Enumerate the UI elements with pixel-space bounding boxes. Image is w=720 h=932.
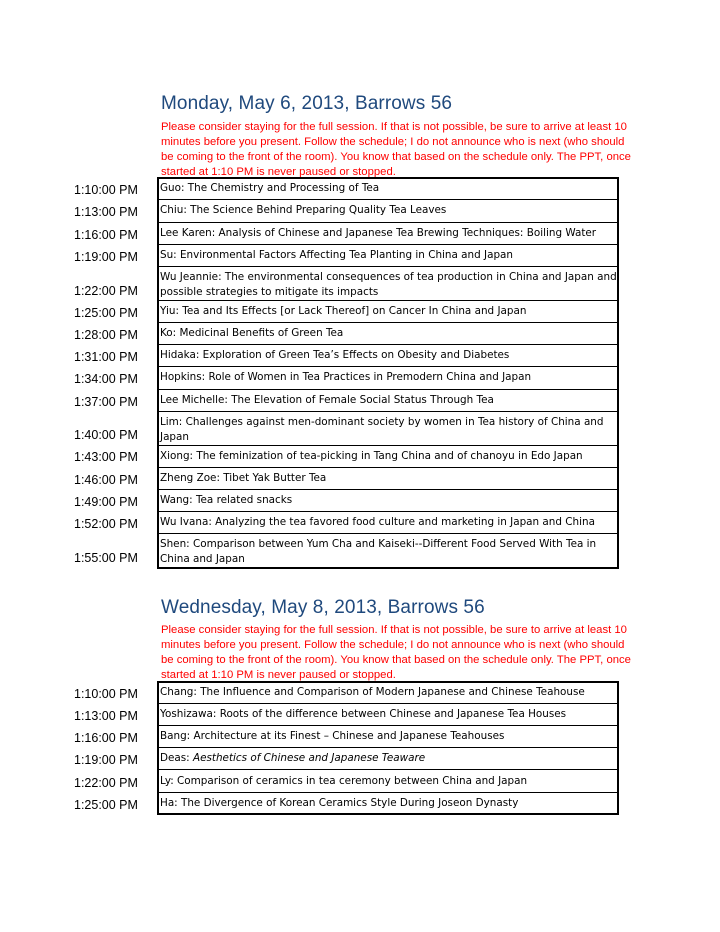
presentation-entry: Hidaka: Exploration of Green Tea’s Effects on Obesity and Diabetes [160,349,510,361]
presentation-entry: Wu Ivana: Analyzing the tea favored food culture and marketing in Japan and China [160,516,595,528]
presentation-entry: Wu Jeannie: The environmental consequences of tea production in China and Japan and possible strategies to mitigate its impacts [160,271,617,298]
presentation-title: Aesthetics of Chinese and Japanese Teaware [192,752,426,764]
time-slot: 1:43:00 PM [74,450,138,464]
presentation-entry: Chiu: The Science Behind Preparing Quality Tea Leaves [160,204,447,216]
time-slot: 1:16:00 PM [74,228,138,242]
time-slot: 1:55:00 PM [74,551,138,565]
time-slot: 1:46:00 PM [74,473,138,487]
presentation-entry: Shen: Comparison between Yum Cha and Kaiseki--Different Food Served With Tea in China and Japan [160,538,597,565]
time-slot: 1:52:00 PM [74,517,138,531]
presentation-entry: Chang: The Influence and Comparison of Modern Japanese and Chinese Teahouse [160,686,585,698]
time-slot: 1:16:00 PM [74,731,138,745]
presenter-name: Deas: [160,752,193,764]
time-slot: 1:49:00 PM [74,495,138,509]
presentation-entry [157,748,617,766]
presentation-entry: Yiu: Tea and Its Effects [or Lack Thereof] on Cancer In China and Japan [160,305,527,317]
time-slot: 1:37:00 PM [74,395,138,409]
section-note-wednesday: Please consider staying for the full session. If that is not possible, be sure to arrive at least 10 minutes before you present. Follow the schedule; I do not announce who is next (who should be coming to the front of the room). You know that based on the schedule only. The PPT, once started at 1:10 PM is never paused or stopped. [161,624,631,681]
presentation-entry: Ko: Medicinal Benefits of Green Tea [160,327,344,339]
presentation-entry: Lee Michelle: The Elevation of Female Social Status Through Tea [160,394,494,406]
presentation-entry: Guo: The Chemistry and Processing of Tea [160,182,380,194]
time-slot: 1:22:00 PM [74,284,138,298]
presentation-entry: Zheng Zoe: Tibet Yak Butter Tea [160,472,327,484]
section-note-monday: Please consider staying for the full session. If that is not possible, be sure to arrive at least 10 minutes before you present. Follow the schedule; I do not announce who is next (who should be coming to the front of the room). You know that based on the schedule only. The PPT, once started at 1:10 PM is never paused or stopped. [161,121,631,178]
time-slot: 1:40:00 PM [74,428,138,442]
presentation-entry: Lee Karen: Analysis of Chinese and Japanese Tea Brewing Techniques: Boiling Water [160,227,597,239]
time-slot: 1:19:00 PM [74,753,138,767]
time-slot: 1:25:00 PM [74,306,138,320]
time-slot: 1:22:00 PM [74,776,138,790]
presentation-entry: Bang: Architecture at its Finest – Chinese and Japanese Teahouses [160,730,505,742]
presentation-entry: Yoshizawa: Roots of the difference between Chinese and Japanese Tea Houses [160,708,567,720]
presentation-entry: Hopkins: Role of Women in Tea Practices in Premodern China and Japan [160,371,532,383]
section-title-wednesday: Wednesday, May 8, 2013, Barrows 56 [161,597,485,618]
time-slot: 1:25:00 PM [74,798,138,812]
time-slot: 1:31:00 PM [74,350,138,364]
presentation-entry: Xiong: The feminization of tea-picking in Tang China and of chanoyu in Edo Japan [160,450,583,462]
presentation-entry: Su: Environmental Factors Affecting Tea Planting in China and Japan [160,249,514,261]
presentation-entry: Wang: Tea related snacks [160,494,293,506]
time-slot: 1:19:00 PM [74,250,138,264]
time-slot: 1:13:00 PM [74,709,138,723]
section-title-monday: Monday, May 6, 2013, Barrows 56 [161,93,453,114]
time-slot: 1:10:00 PM [74,687,138,701]
time-slot: 1:13:00 PM [74,205,138,219]
presentation-entry: Lim: Challenges against men-dominant society by women in Tea history of China and Japan [160,416,604,443]
time-slot: 1:28:00 PM [74,328,138,342]
time-slot: 1:10:00 PM [74,183,138,197]
presentation-entry: Ha: The Divergence of Korean Ceramics Style During Joseon Dynasty [160,797,519,809]
time-slot: 1:34:00 PM [74,372,138,386]
presentation-entry: Ly: Comparison of ceramics in tea ceremony between China and Japan [160,775,528,787]
